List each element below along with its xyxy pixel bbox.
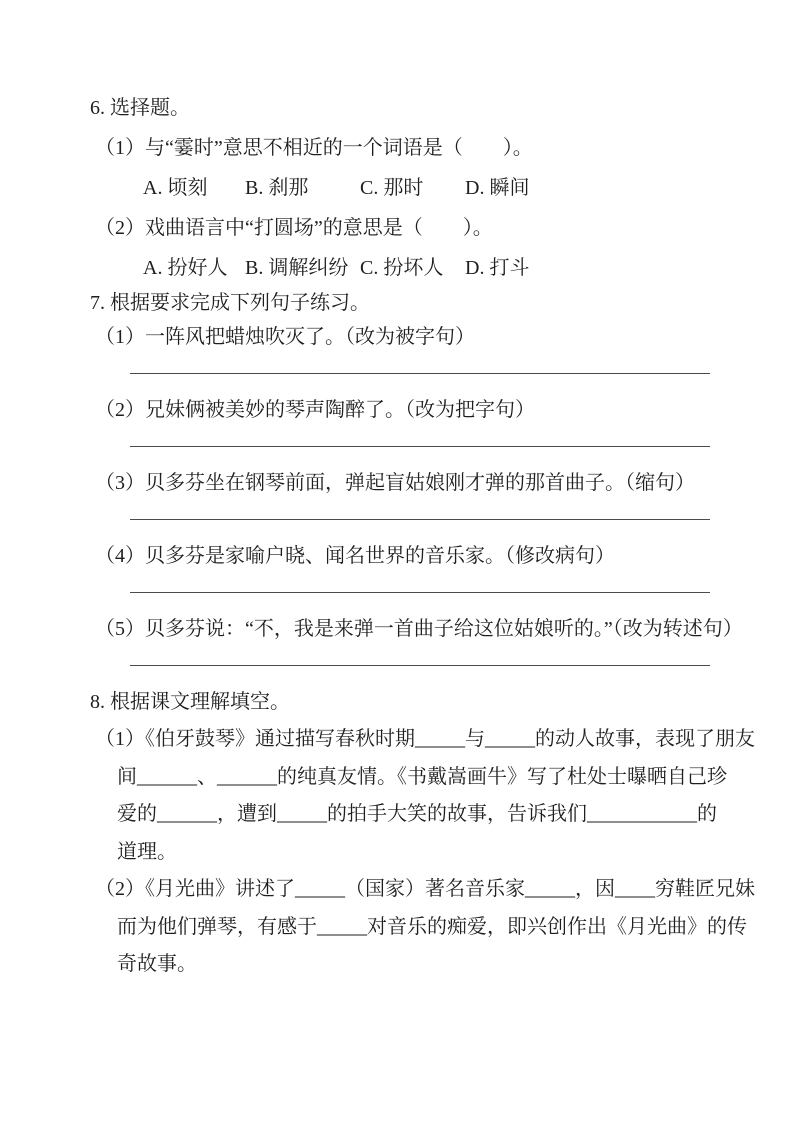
- item-label: （1）: [95, 728, 145, 750]
- option-b: B. 刹那: [245, 177, 309, 199]
- question-6-item-2-options: [90, 248, 733, 288]
- item-text: 贝多芬坐在钢琴前面，弹起盲姑娘刚才弹的那首曲子。（缩句）: [145, 472, 695, 494]
- option-a: A. 顷刻: [143, 177, 208, 199]
- option-a: A. 扮好人: [143, 257, 228, 279]
- fill-line: [95, 871, 755, 909]
- option-c: C. 那时: [360, 177, 424, 199]
- option-d: D. 瞬间: [465, 177, 530, 199]
- fill-line: 而为他们弹琴，有感于_____对音乐的痴爱，即兴创作出《月光曲》的传: [117, 915, 747, 938]
- item-label: （5）: [95, 618, 145, 640]
- fill-line: 爱的______，遭到_____的拍手大笑的故事，告诉我们___________的: [117, 803, 717, 825]
- item-text: 贝多芬说：“不，我是来弹一首曲子给这位姑娘听的。”（改为转述句）: [145, 618, 743, 640]
- fill-text: 《月光曲》讲述了_____（国家）著名音乐家_____，因____穷鞋匠兄妹: [145, 878, 755, 900]
- question-7-heading: 7. 根据要求完成下列句子练习。: [90, 292, 370, 314]
- fill-line: 道理。: [117, 840, 177, 863]
- answer-blank-line: [130, 648, 710, 666]
- item-label: （1）: [95, 326, 145, 348]
- fill-line: 奇故事。: [117, 953, 197, 975]
- item-text: 与“霎时”意思不相近的一个词语是（ ）。: [145, 137, 533, 159]
- question-8-heading: 8. 根据课文理解填空。: [90, 691, 290, 713]
- item-label: （1）: [95, 137, 145, 159]
- question-8-item-1: [90, 721, 755, 871]
- answer-blank-line: [130, 502, 710, 520]
- item-text: 戏曲语言中“打圆场”的意思是（ ）。: [145, 217, 493, 239]
- item-text: 兄妹俩被美妙的琴声陶醉了。（改为把字句）: [145, 399, 535, 421]
- fill-line: [95, 721, 755, 759]
- item-text: 贝多芬是家喻户晓、闻名世界的音乐家。（修改病句）: [145, 545, 615, 567]
- answer-blank-line: [130, 575, 710, 593]
- option-b: B. 调解纠纷: [245, 257, 349, 279]
- question-6-item-1-options: [90, 168, 733, 208]
- option-d: D. 打斗: [465, 257, 530, 279]
- fill-line: 间______、______的纯真友情。《书戴嵩画牛》写了杜处士曝晒自己珍: [117, 765, 727, 788]
- question-7-item-5: [90, 610, 743, 648]
- question-7-item-4: [90, 537, 733, 575]
- item-label: （2）: [95, 399, 145, 421]
- option-c: C. 扮坏人: [360, 257, 444, 279]
- question-8-item-2: [90, 871, 755, 984]
- item-label: （3）: [95, 472, 145, 494]
- question-7-item-2: [90, 391, 733, 429]
- question-7-item-3: [90, 464, 733, 502]
- question-6-item-1: [90, 128, 733, 168]
- question-6-heading: 6. 选择题。: [90, 97, 190, 119]
- item-label: （2）: [95, 217, 145, 239]
- fill-text: 《伯牙鼓琴》通过描写春秋时期_____与_____的动人故事，表现了朋友: [145, 728, 755, 750]
- answer-blank-line: [130, 429, 710, 447]
- question-7-item-1: [90, 318, 733, 356]
- item-text: 一阵风把蜡烛吹灭了。（改为被字句）: [145, 326, 475, 348]
- answer-blank-line: [130, 356, 710, 374]
- item-label: （2）: [95, 878, 145, 900]
- question-6-item-2: [90, 208, 733, 248]
- item-label: （4）: [95, 545, 145, 567]
